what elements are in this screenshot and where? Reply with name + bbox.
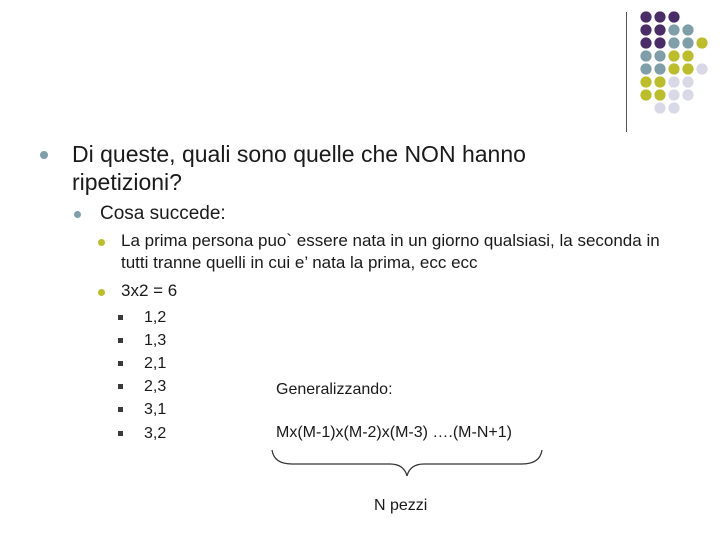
pair-item: 2,3 [144, 378, 167, 395]
square-bullet-icon [118, 338, 123, 343]
decorative-dot [668, 63, 679, 74]
decorative-dot [682, 37, 693, 48]
decorative-dot [654, 37, 665, 48]
decorative-dot-grid [0, 0, 720, 140]
decorative-dot [654, 50, 665, 61]
decorative-dot [640, 37, 651, 48]
square-bullet-icon [118, 361, 123, 366]
decorative-dot [640, 11, 651, 22]
decorative-dot [696, 63, 707, 74]
decorative-dot [654, 76, 665, 87]
pair-item: 1,2 [144, 309, 167, 326]
decorative-dot [668, 76, 679, 87]
decorative-dot [682, 89, 693, 100]
bullet-dot-icon [74, 211, 81, 218]
point-text: 3x2 = 6 [121, 281, 178, 300]
brace-label: N pezzi [374, 497, 428, 514]
generalization-label: Generalizzando: [276, 381, 393, 398]
bullet-dot-icon [98, 289, 105, 296]
decorative-dot [668, 50, 679, 61]
decorative-dot [668, 24, 679, 35]
decorative-dot [668, 11, 679, 22]
decorative-dot [682, 76, 693, 87]
sub-heading: Cosa succede: [100, 203, 226, 224]
decorative-dot [640, 50, 651, 61]
curly-brace-icon [270, 448, 546, 478]
decorative-dot [682, 24, 693, 35]
decorative-dot [668, 102, 679, 113]
decorative-dot [640, 24, 651, 35]
decorative-dot [640, 89, 651, 100]
pair-item: 1,3 [144, 332, 167, 349]
pair-item: 2,1 [144, 355, 167, 372]
decorative-dot [640, 76, 651, 87]
decorative-dot [654, 89, 665, 100]
square-bullet-icon [118, 407, 123, 412]
decorative-dot [668, 37, 679, 48]
decorative-dot [654, 63, 665, 74]
square-bullet-icon [118, 431, 123, 436]
decorative-dot [682, 50, 693, 61]
bullet-dot-icon [98, 239, 105, 246]
pair-item: 3,2 [144, 425, 167, 442]
decorative-dot [654, 24, 665, 35]
question-text: Di queste, quali sono quelle che NON hanno ripetizioni? [72, 141, 526, 195]
point-text: La prima persona puo` essere nata in un giorno qualsiasi, la seconda in tutti tranne quelli in cui e’ nata la prima, ecc ecc [121, 231, 660, 272]
square-bullet-icon [118, 315, 123, 320]
bullet-dot-icon [40, 151, 48, 159]
decorative-dot [654, 11, 665, 22]
formula-text: Mx(M-1)x(M-2)x(M-3) ….(M-N+1) [276, 424, 512, 441]
square-bullet-icon [118, 384, 123, 389]
decorative-dot [640, 63, 651, 74]
decorative-dot [682, 63, 693, 74]
decorative-dot [654, 102, 665, 113]
decorative-dot [668, 89, 679, 100]
pair-item: 3,1 [144, 401, 167, 418]
decorative-vertical-line [626, 12, 627, 132]
decorative-dot [696, 37, 707, 48]
